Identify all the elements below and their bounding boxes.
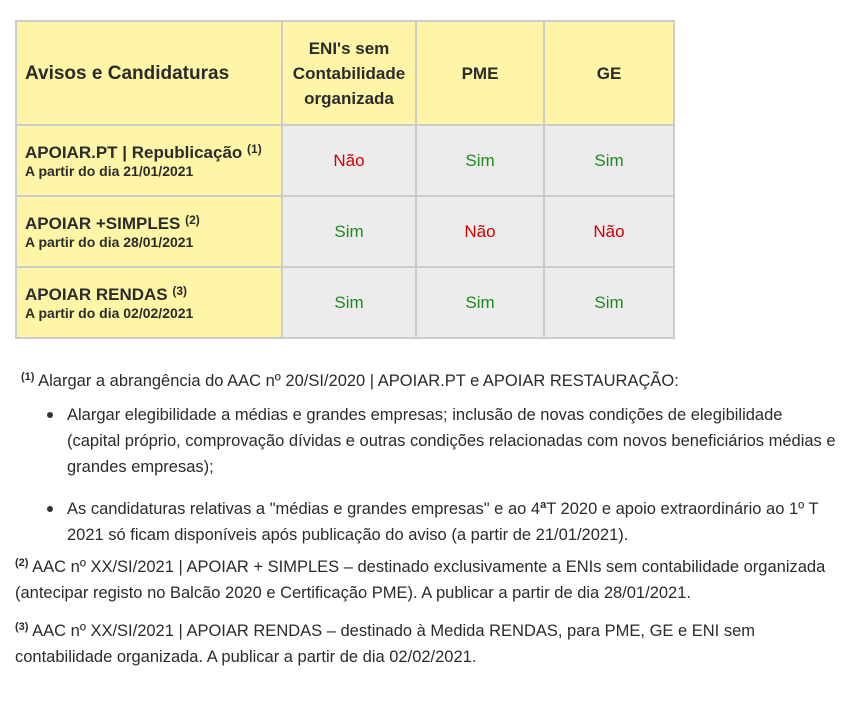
- footnote-2-text: AAC nº XX/SI/2021 | APOIAR + SIMPLES – destinado exclusivamente a ENIs sem contabilidade organizada (antecipar registo no Balcão 2020 e Certificação PME). A publicar a partir de dia 28/01/2021.: [15, 558, 826, 602]
- footnote-ref: (2): [185, 212, 200, 227]
- cell-pme: Sim: [416, 267, 544, 338]
- header-pme: PME: [416, 21, 544, 125]
- cell-ge: Não: [544, 196, 674, 267]
- table-row: [16, 196, 674, 267]
- bullet-icon: [47, 506, 53, 512]
- footnote-ref: (3): [172, 283, 188, 298]
- footnote-1-bullets: [15, 402, 837, 548]
- cell-eni: Não: [282, 125, 416, 196]
- cell-ge: Sim: [544, 267, 674, 338]
- table-row: [16, 125, 674, 196]
- cell-eni: Sim: [282, 196, 416, 267]
- footnote-1: [15, 368, 837, 394]
- row-date: A partir do dia 21/01/2021: [25, 162, 194, 179]
- footnote-1-ref: (1): [21, 371, 35, 383]
- cell-eni: Sim: [282, 267, 416, 338]
- row-title: APOIAR.PT | Republicação $^{(1)}$: [25, 141, 262, 162]
- header-ge: GE: [544, 21, 674, 125]
- cell-pme: Sim: [416, 125, 544, 196]
- footnote-3-text: AAC nº XX/SI/2021 | APOIAR RENDAS – destinado à Medida RENDAS, para PME, GE e ENI sem contabilidade organizada. A publicar a partir de dia 02/02/2021.: [15, 622, 756, 666]
- list-item: Alargar elegibilidade a médias e grandes empresas; inclusão de novas condições de elegibilidade (capital próprio, comprovação dívidas e outras condições relacionadas com novos beneficiários médias e grandes empresas);: [67, 402, 837, 480]
- footnote-3-ref: (3): [15, 621, 29, 633]
- ordinal-sup: a: [540, 499, 547, 511]
- header-avisos: Avisos e Candidaturas: [16, 21, 282, 125]
- bullet-icon: [47, 412, 53, 418]
- row-title: APOIAR +SIMPLES $^{(2)}$: [25, 212, 200, 233]
- table-header-row: [16, 21, 674, 125]
- row-date: A partir do dia 02/02/2021: [25, 304, 194, 321]
- table-row: [16, 267, 674, 338]
- row-title: APOIAR RENDAS $^{(3)}$: [25, 283, 188, 304]
- footnote-3: [15, 618, 837, 670]
- footnotes: [15, 368, 837, 670]
- support-table: [15, 20, 675, 339]
- footnote-2-ref: (2): [15, 557, 29, 569]
- header-eni: ENI's sem Contabilidade organizada: [282, 21, 416, 125]
- row-label-apoiar-rendas: [16, 267, 282, 338]
- list-item: As candidaturas relativas a "médias e grandes empresas" e ao 4$^a$T 2020 e apoio extraordinário ao 1º T 2021 só ficam disponíveis após publicação do aviso (a partir de 21/01/2021).: [67, 496, 837, 548]
- row-date: A partir do dia 28/01/2021: [25, 233, 194, 250]
- footnote-1-text: Alargar a abrangência do AAC nº 20/SI/2020 | APOIAR.PT e APOIAR RESTAURAÇÃO:: [38, 372, 679, 390]
- cell-pme: Não: [416, 196, 544, 267]
- row-label-apoiar-pt: [16, 125, 282, 196]
- row-label-apoiar-simples: [16, 196, 282, 267]
- footnote-2: [15, 554, 837, 606]
- cell-ge: Sim: [544, 125, 674, 196]
- footnote-ref: (1): [247, 141, 262, 156]
